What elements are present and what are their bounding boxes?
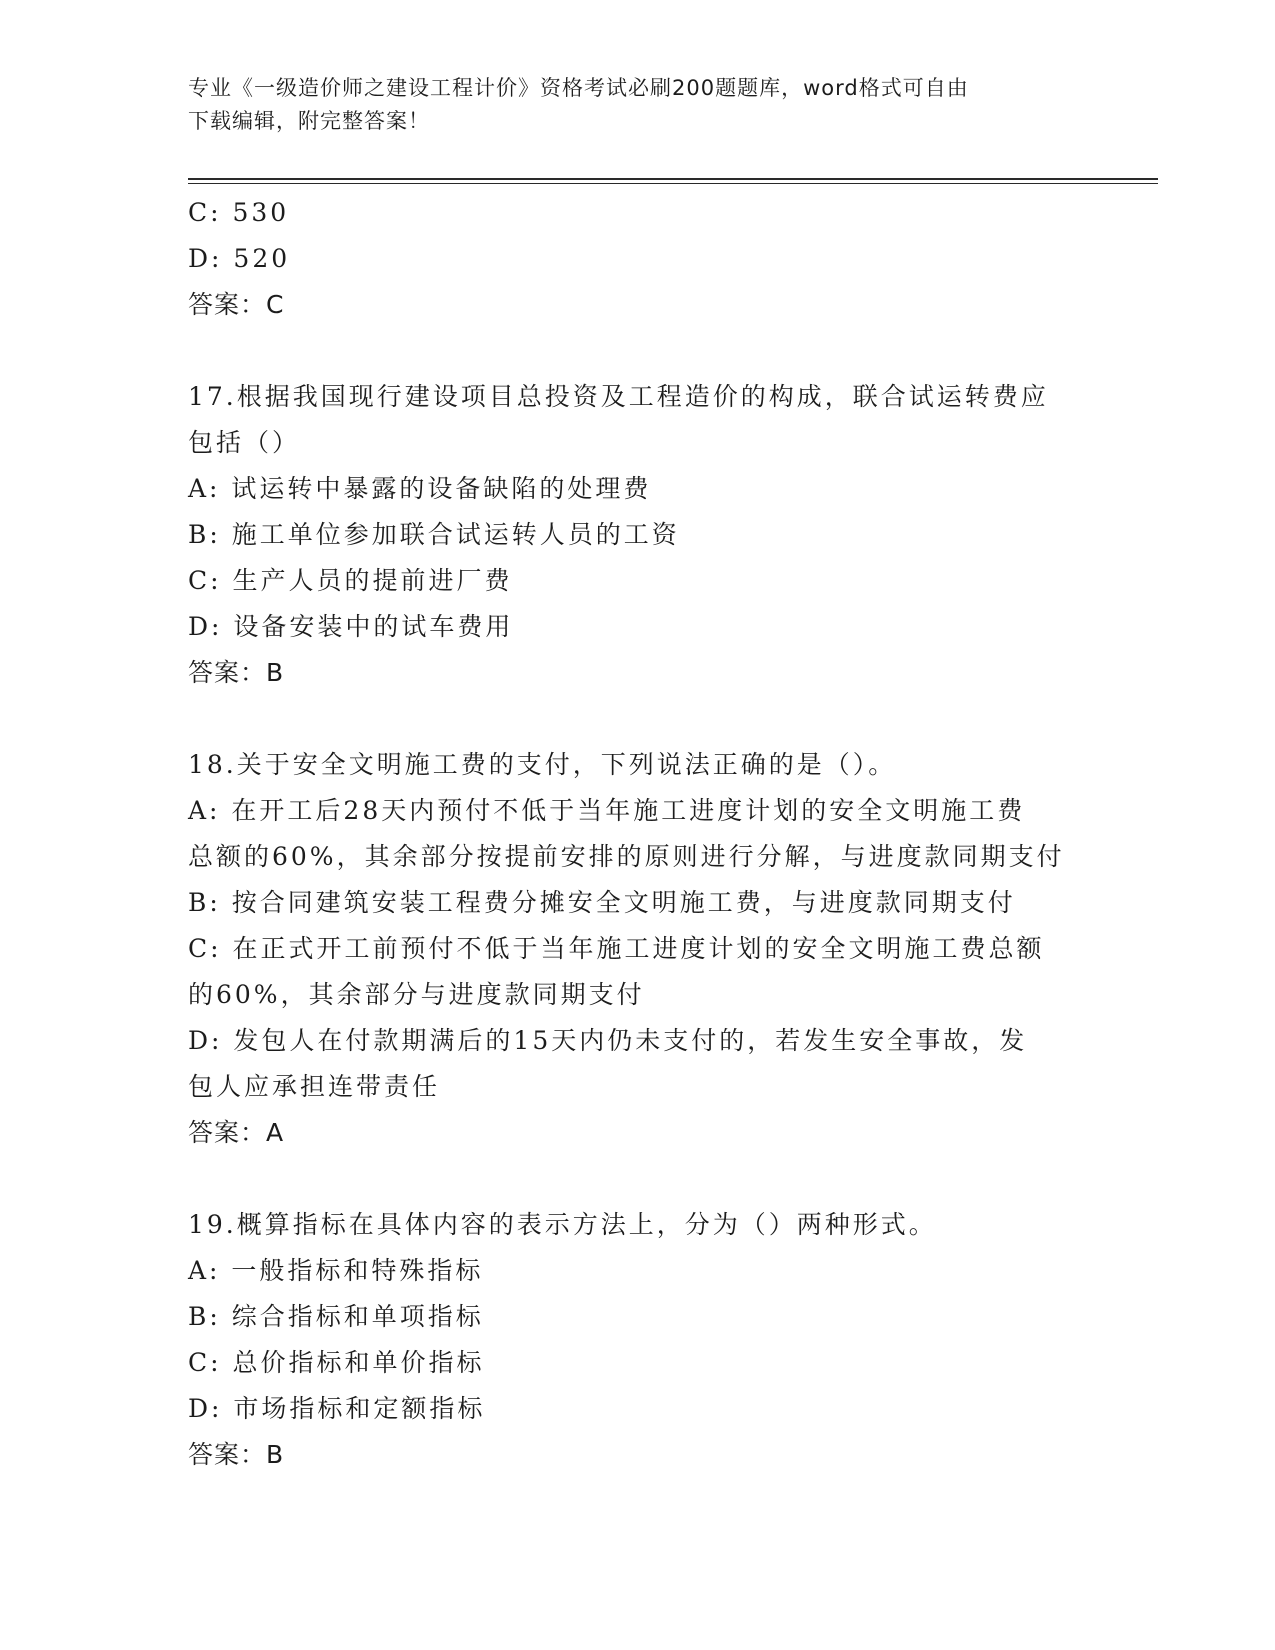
previous-question-tail — [188, 190, 1088, 328]
spacer — [188, 696, 1088, 742]
question-19 — [188, 1202, 1088, 1478]
option-a-cont: 总额的60%，其余部分按提前安排的原则进行分解，与进度款同期支付 — [188, 842, 1065, 871]
option-a: A: 试运转中暴露的设备缺陷的处理费 — [188, 474, 652, 503]
question-stem: 18.关于安全文明施工费的支付，下列说法正确的是（）。 — [188, 750, 897, 779]
question-18 — [188, 742, 1088, 1156]
document-header — [188, 72, 1088, 138]
option-a: A: 一般指标和特殊指标 — [188, 1256, 484, 1285]
option-c-cont: 的60%，其余部分与进度款同期支付 — [188, 980, 645, 1009]
option-a: A: 在开工后28天内预付不低于当年施工进度计划的安全文明施工费 — [188, 796, 1026, 825]
header-line-2: 下载编辑，附完整答案！ — [188, 109, 430, 133]
question-list — [188, 190, 1088, 1478]
header-divider-thin — [188, 183, 1158, 184]
spacer — [188, 1156, 1088, 1202]
option-c: C: 530 — [188, 198, 290, 227]
option-b: B: 按合同建筑安装工程费分摊安全文明施工费，与进度款同期支付 — [188, 888, 1016, 917]
option-b: B: 综合指标和单项指标 — [188, 1302, 484, 1331]
question-stem: 17.根据我国现行建设项目总投资及工程造价的构成，联合试运转费应 — [188, 382, 1049, 411]
answer-line: 答案：B — [188, 1440, 285, 1469]
option-d: D: 发包人在付款期满后的15天内仍未支付的，若发生安全事故，发 — [188, 1026, 1028, 1055]
question-stem-cont: 包括（） — [188, 428, 301, 457]
option-c: C: 总价指标和单价指标 — [188, 1348, 485, 1377]
option-d: D: 市场指标和定额指标 — [188, 1394, 486, 1423]
option-c: C: 生产人员的提前进厂费 — [188, 566, 513, 595]
option-c: C: 在正式开工前预付不低于当年施工进度计划的安全文明施工费总额 — [188, 934, 1045, 963]
question-17 — [188, 374, 1088, 696]
header-line-1: 专业《一级造价师之建设工程计价》资格考试必刷200题题库，word格式可自由 — [188, 76, 969, 100]
answer-line: 答案：C — [188, 290, 285, 319]
spacer — [188, 328, 1088, 374]
option-d-cont: 包人应承担连带责任 — [188, 1072, 441, 1101]
option-d: D: 设备安装中的试车费用 — [188, 612, 514, 641]
option-b: B: 施工单位参加联合试运转人员的工资 — [188, 520, 680, 549]
answer-line: 答案：A — [188, 1118, 285, 1147]
question-stem: 19.概算指标在具体内容的表示方法上，分为（）两种形式。 — [188, 1210, 937, 1239]
option-d: D: 520 — [188, 244, 291, 273]
answer-line: 答案：B — [188, 658, 285, 687]
header-divider-thick — [188, 178, 1158, 180]
